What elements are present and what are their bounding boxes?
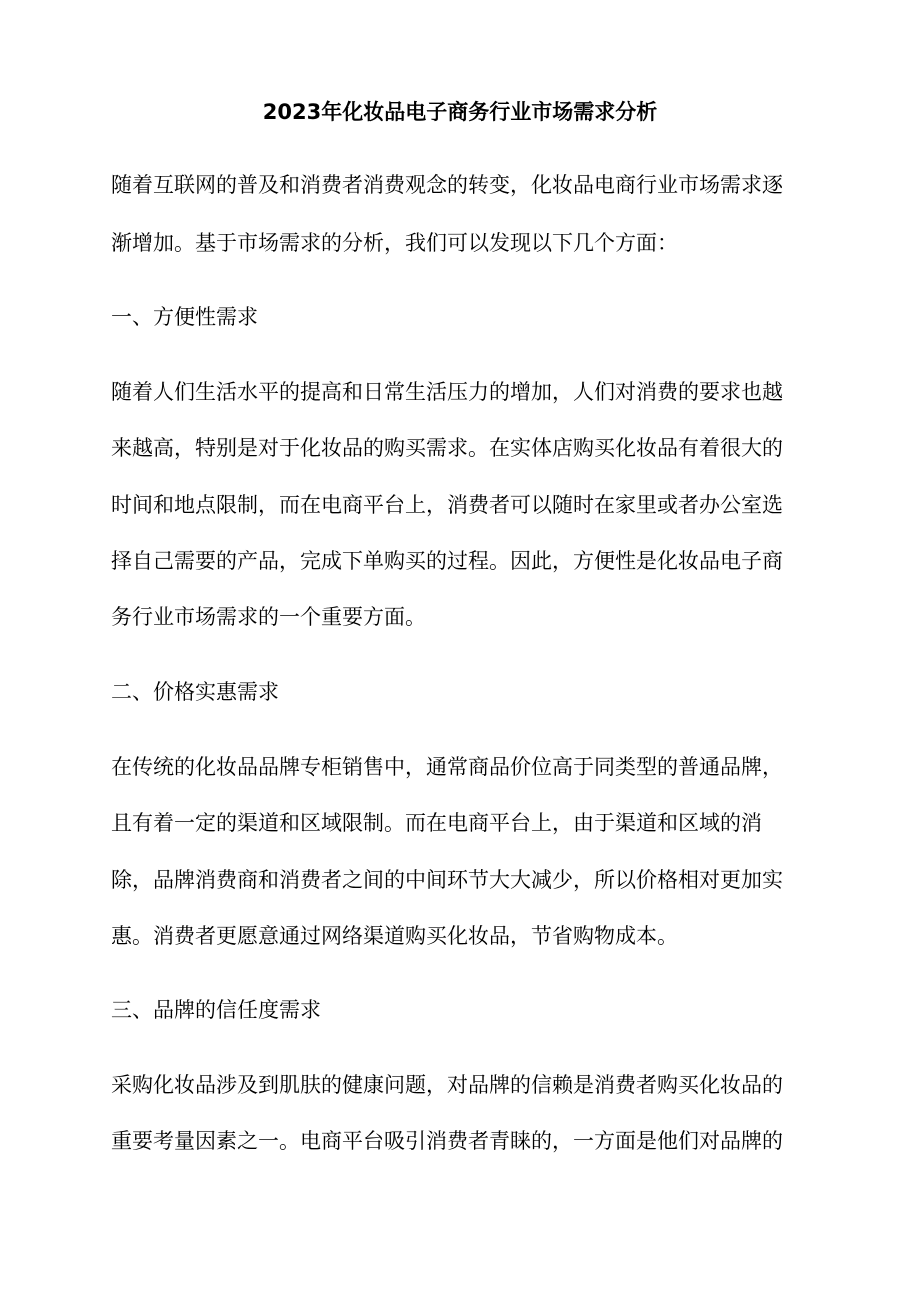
- paragraph-line: 务行业市场需求的一个重要方面。: [111, 605, 426, 629]
- paragraph-line: 除，品牌消费商和消费者之间的中间环节大大减少，所以价格相对更加实: [111, 868, 783, 892]
- paragraph-line: 在传统的化妆品品牌专柜销售中，通常商品价位高于同类型的普通品牌，: [111, 755, 783, 779]
- paragraph-line: 来越高，特别是对于化妆品的购买需求。在实体店购买化妆品有着很大的: [111, 436, 783, 460]
- paragraph-line: 重要考量因素之一。电商平台吸引消费者青睐的，一方面是他们对品牌的: [111, 1129, 783, 1153]
- section-heading: 一、方便性需求: [111, 305, 258, 329]
- paragraph-line: 时间和地点限制，而在电商平台上，消费者可以随时在家里或者办公室选: [111, 493, 783, 517]
- paragraph-line: 惠。消费者更愿意通过网络渠道购买化妆品，节省购物成本。: [111, 924, 678, 948]
- section-heading: 二、价格实惠需求: [111, 680, 279, 704]
- document-title: 2023年化妆品电子商务行业市场需求分析: [262, 100, 658, 124]
- intro-line: 渐增加。基于市场需求的分析，我们可以发现以下几个方面：: [111, 231, 678, 255]
- paragraph-line: 择自己需要的产品，完成下单购买的过程。因此，方便性是化妆品电子商: [111, 549, 783, 573]
- intro-line: 随着互联网的普及和消费者消费观念的转变，化妆品电商行业市场需求逐: [111, 173, 783, 197]
- paragraph-line: 且有着一定的渠道和区域限制。而在电商平台上，由于渠道和区域的消: [111, 811, 762, 835]
- section-heading: 三、品牌的信任度需求: [111, 998, 321, 1022]
- paragraph-line: 采购化妆品涉及到肌肤的健康问题，对品牌的信赖是消费者购买化妆品的: [111, 1073, 783, 1097]
- paragraph-line: 随着人们生活水平的提高和日常生活压力的增加，人们对消费的要求也越: [111, 380, 783, 404]
